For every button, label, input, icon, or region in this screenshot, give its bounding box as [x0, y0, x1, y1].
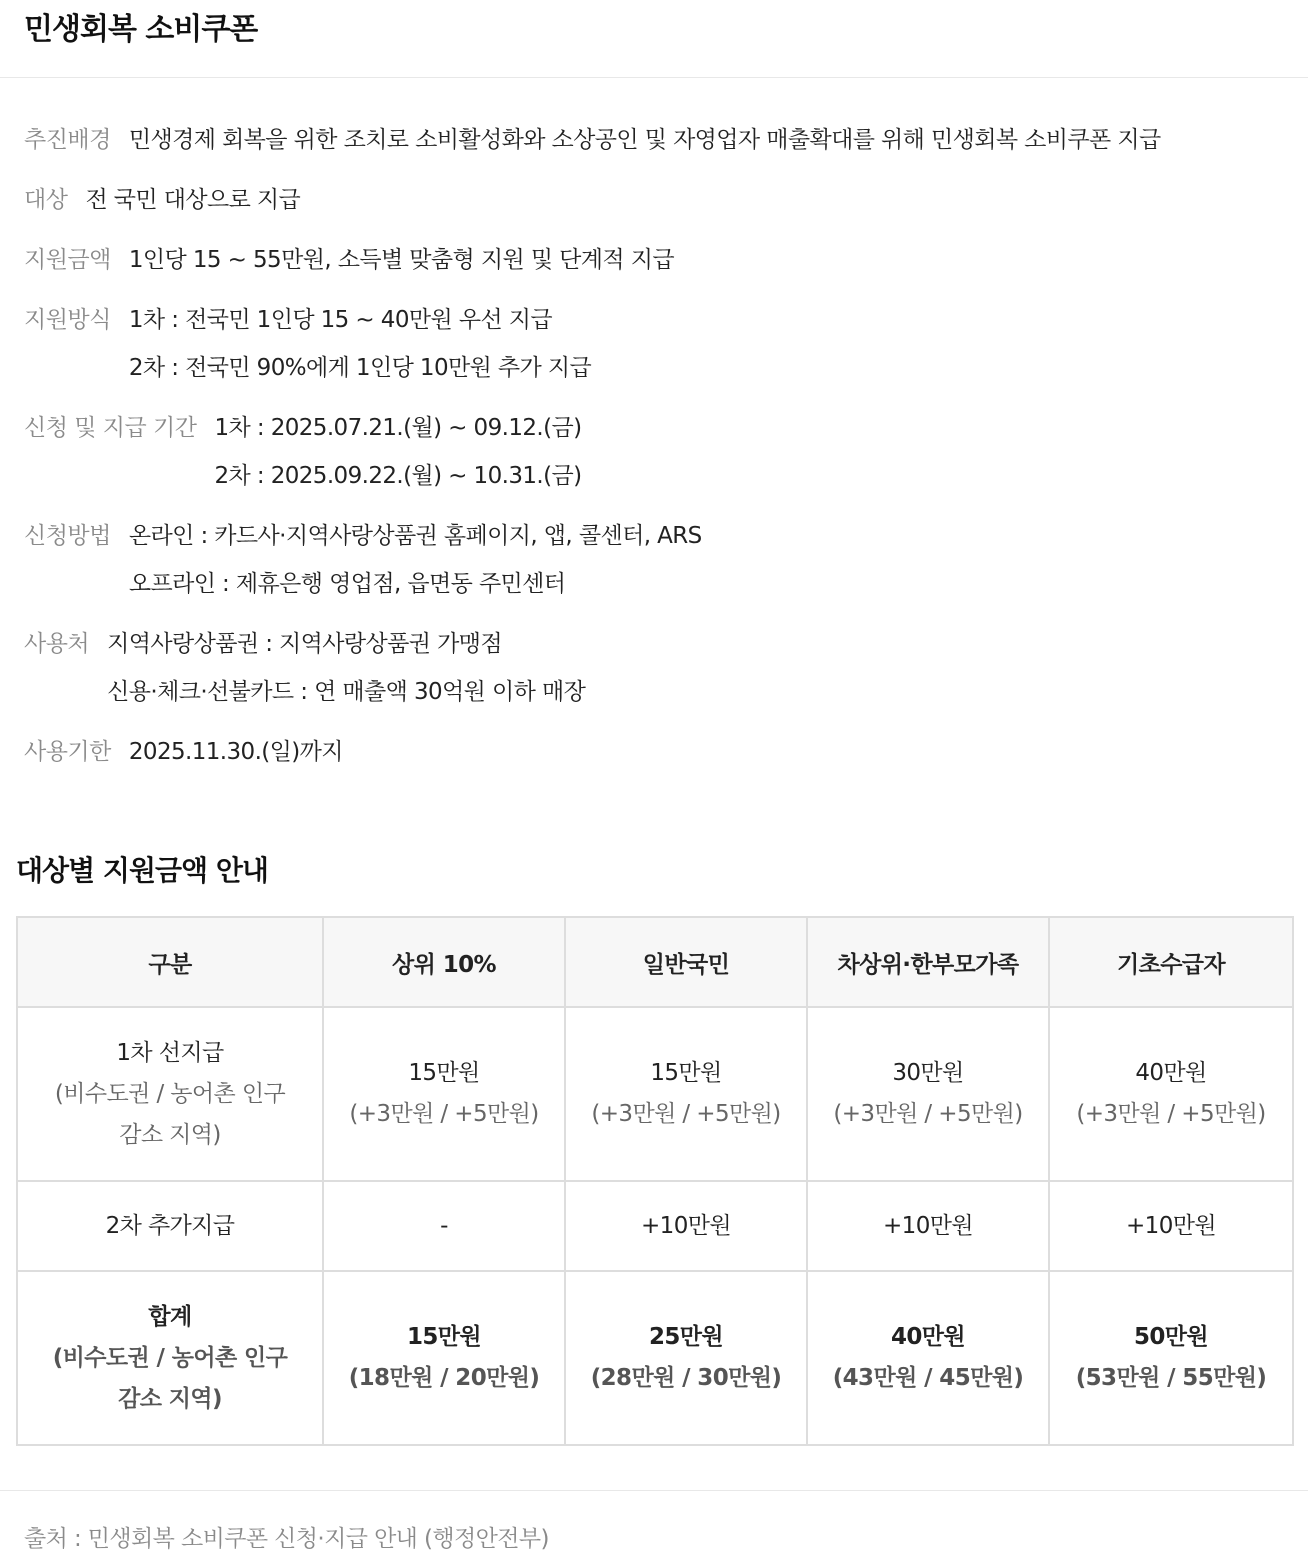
info-row-target [24, 176, 1308, 224]
cell-sub: (53만원 / 55만원) [1075, 1365, 1267, 1391]
cell-main: +10만원 [641, 1212, 731, 1239]
cell-sub: (28만원 / 30만원) [590, 1365, 782, 1391]
cell-main: - [440, 1212, 448, 1239]
cell-sub: (18만원 / 20만원) [348, 1365, 540, 1391]
page-title: 민생회복 소비쿠폰 [24, 12, 258, 47]
cell-main: 50만원 [1133, 1324, 1209, 1350]
row-label: 합계 [148, 1303, 192, 1330]
table-cell [1049, 1007, 1293, 1181]
cell-sub: (43만원 / 45만원) [832, 1365, 1024, 1391]
info-value: 지역사랑상품권 : 지역사랑상품권 가맹점 [107, 631, 502, 657]
info-label: 추진배경 [24, 127, 111, 153]
info-label: 지원방식 [24, 307, 111, 333]
cell-main: +10만원 [883, 1212, 973, 1239]
table-cell [807, 1181, 1049, 1271]
info-label: 지원금액 [24, 247, 111, 273]
row-label-cell [17, 1181, 323, 1271]
info-label: 신청방법 [24, 523, 111, 549]
row-label: 2차 추가지급 [105, 1212, 235, 1239]
table-header: 차상위·한부모가족 [807, 917, 1049, 1007]
cell-sub: (+3만원 / +5만원) [1076, 1101, 1266, 1127]
table-header: 상위 10% [323, 917, 565, 1007]
cell-sub: (+3만원 / +5만원) [833, 1101, 1023, 1127]
info-row-amount [24, 236, 1308, 284]
info-value: 신용·체크·선불카드 : 연 매출액 30억원 이하 매장 [107, 679, 586, 705]
info-value: 1차 : 2025.07.21.(월) ~ 09.12.(금) [214, 415, 582, 441]
row-label-cell [17, 1271, 323, 1445]
table-row [17, 1181, 1293, 1271]
info-value: 2차 : 전국민 90%에게 1인당 10만원 추가 지급 [128, 355, 592, 381]
row-label-cell [17, 1007, 323, 1181]
cell-main: 15만원 [408, 1060, 480, 1086]
table-header: 일반국민 [565, 917, 807, 1007]
info-value: 1인당 15 ~ 55만원, 소득별 맞춤형 지원 및 단계적 지급 [128, 247, 674, 273]
table-header: 기초수급자 [1049, 917, 1293, 1007]
info-value: 민생경제 회복을 위한 조치로 소비활성화와 소상공인 및 자영업자 매출확대를 위해 민생회복 소비쿠폰 지급 [128, 127, 1161, 153]
table-cell [323, 1181, 565, 1271]
source-bar [0, 1490, 1308, 1565]
table-cell [1049, 1181, 1293, 1271]
info-row-method [24, 296, 1308, 392]
table-cell [323, 1007, 565, 1181]
cell-main: 40만원 [890, 1324, 966, 1350]
cell-main: 15만원 [406, 1324, 482, 1350]
title-bar [0, 0, 1308, 78]
table-cell [565, 1181, 807, 1271]
table-cell [565, 1007, 807, 1181]
table-cell [807, 1007, 1049, 1181]
info-label: 사용기한 [24, 739, 111, 765]
info-label: 사용처 [24, 631, 90, 657]
table-row-total [17, 1271, 1293, 1445]
cell-main: 40만원 [1135, 1060, 1207, 1086]
table-cell [807, 1271, 1049, 1445]
cell-main: 25만원 [648, 1324, 724, 1350]
cell-main: +10만원 [1126, 1212, 1216, 1239]
cell-sub: (+3만원 / +5만원) [349, 1101, 539, 1127]
table-header: 구분 [17, 917, 323, 1007]
row-label-sub: (비수도권 / 농어촌 인구감소 지역) [54, 1080, 286, 1148]
row-label: 1차 선지급 [116, 1039, 224, 1066]
section-title: 대상별 지원금액 안내 [16, 854, 268, 887]
info-label: 대상 [24, 187, 68, 213]
info-row-background [24, 116, 1308, 164]
info-label: 신청 및 지급 기간 [24, 415, 197, 441]
cell-sub: (+3만원 / +5만원) [591, 1101, 781, 1127]
info-value: 2차 : 2025.09.22.(월) ~ 10.31.(금) [214, 463, 582, 489]
info-row-deadline [24, 728, 1308, 776]
info-value: 오프라인 : 제휴은행 영업점, 읍면동 주민센터 [128, 571, 566, 597]
info-value: 1차 : 전국민 1인당 15 ~ 40만원 우선 지급 [128, 307, 552, 333]
cell-main: 15만원 [650, 1060, 722, 1086]
info-row-period [24, 404, 1308, 500]
cell-main: 30만원 [892, 1060, 964, 1086]
row-label-sub: (비수도권 / 농어촌 인구감소 지역) [52, 1344, 288, 1412]
table-cell [323, 1271, 565, 1445]
info-value: 온라인 : 카드사·지역사랑상품권 홈페이지, 앱, 콜센터, ARS [128, 523, 702, 549]
info-section [0, 78, 1308, 776]
info-value: 2025.11.30.(일)까지 [128, 739, 343, 765]
support-amount-table [16, 916, 1294, 1446]
table-row [17, 1007, 1293, 1181]
info-row-apply [24, 512, 1308, 608]
source-text: 출처 : 민생회복 소비쿠폰 신청·지급 안내 (행정안전부) [24, 1526, 549, 1552]
table-cell [1049, 1271, 1293, 1445]
info-value: 전 국민 대상으로 지급 [85, 187, 301, 213]
info-row-usage [24, 620, 1308, 716]
table-cell [565, 1271, 807, 1445]
table-header-row [17, 917, 1293, 1007]
